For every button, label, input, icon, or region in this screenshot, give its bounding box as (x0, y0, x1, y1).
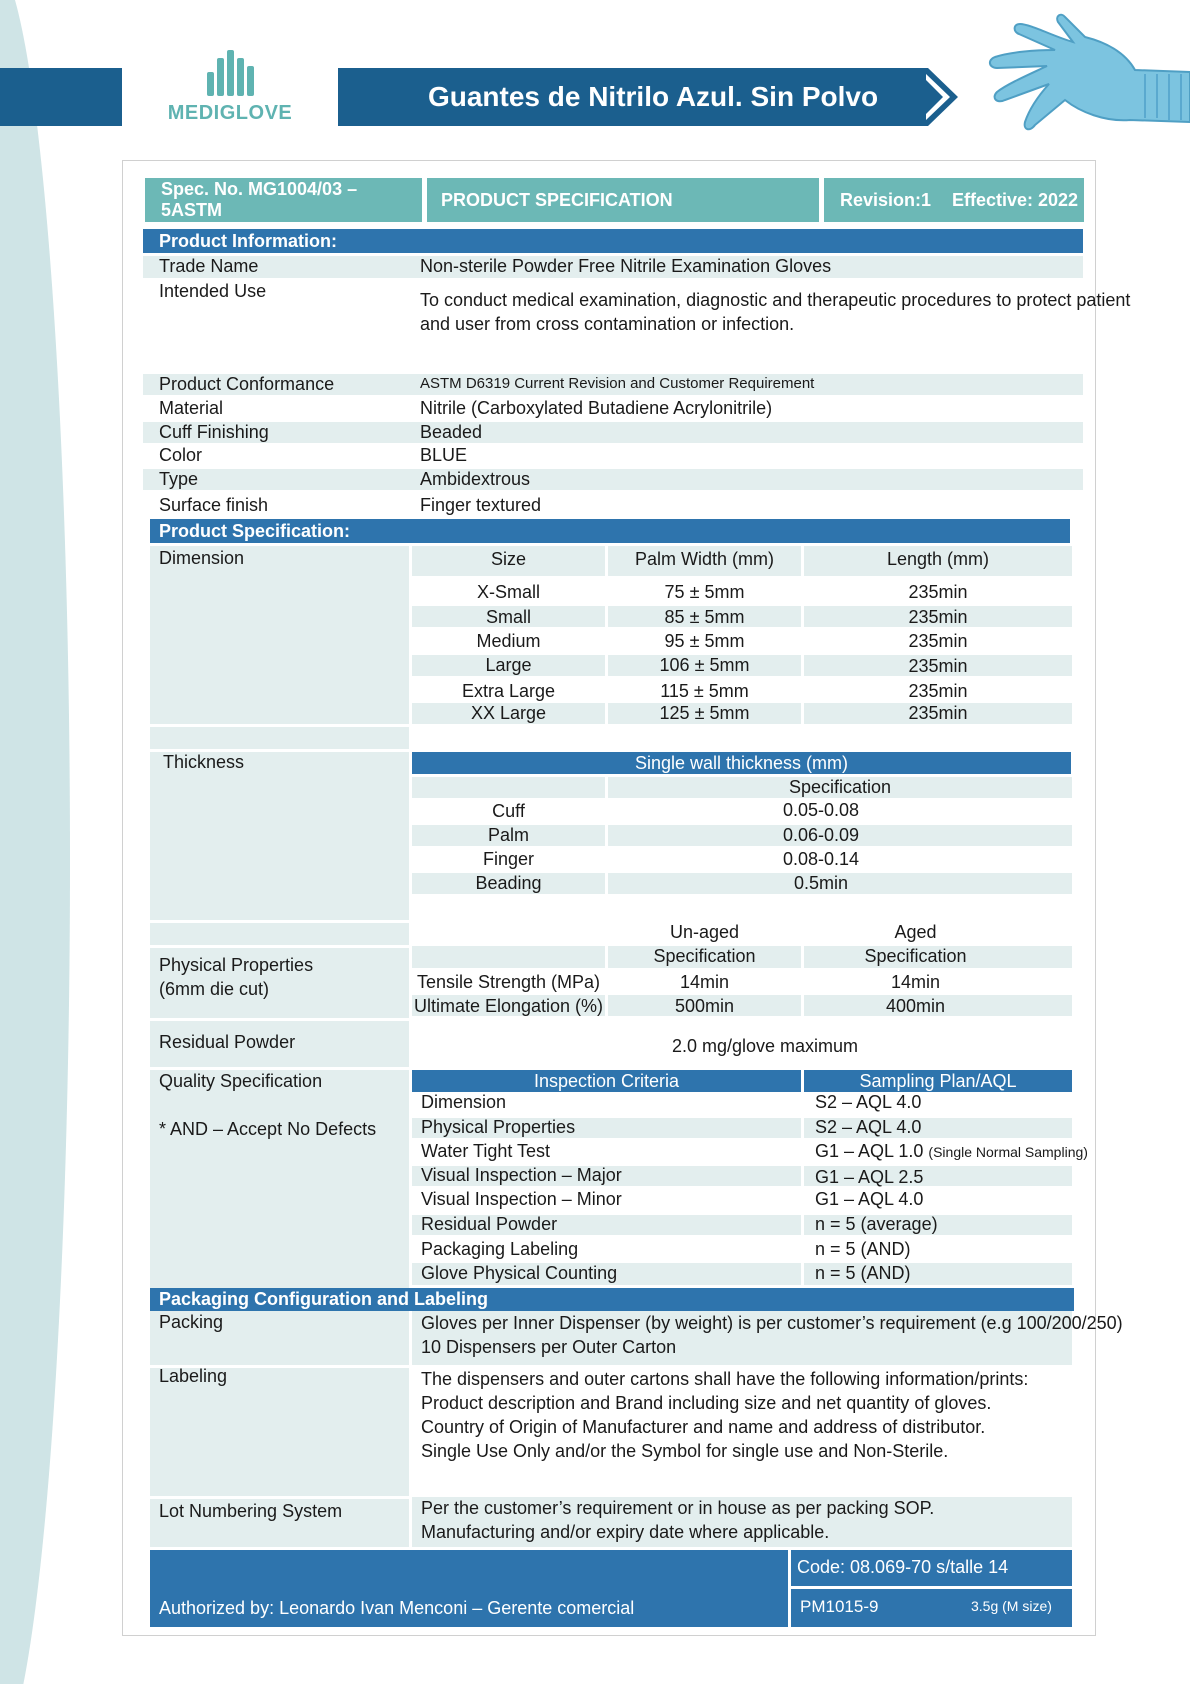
packing-line-1: Gloves per Inner Dispenser (by weight) is per customer’s requirement (e.g 100/200/250) (421, 1313, 1123, 1333)
qc-plan-dimension: S2 – AQL 4.0 (815, 1092, 922, 1112)
length-xx-large: 235min (908, 703, 968, 723)
header-bg (412, 777, 605, 798)
spec-number: Spec. No. MG1004/03 – 5ASTM (145, 178, 422, 222)
palm-large: 106 ± 5mm (659, 655, 750, 675)
header-bg (412, 946, 605, 968)
size-xx-large: XX Large (470, 703, 547, 723)
revision: Revision:1 (840, 189, 932, 210)
labeling-line-3: Country of Origin of Manufacturer and name and address of distributor. (421, 1417, 986, 1437)
thickness-cuff: Cuff (492, 801, 525, 821)
type-label: Type (159, 469, 199, 489)
material-label: Material (159, 398, 224, 418)
physical-aged-header: Aged (894, 922, 937, 942)
quality-header-sampling: Sampling Plan/AQL (804, 1070, 1072, 1092)
qc-criteria-counting: Glove Physical Counting (421, 1263, 618, 1283)
product-conformance-value: ASTM D6319 Current Revision and Customer Requirement (420, 375, 815, 392)
thickness-finger: Finger (482, 849, 535, 869)
length-small: 235min (908, 607, 968, 627)
document-type: PRODUCT SPECIFICATION (427, 178, 819, 222)
lot-numbering-label: Lot Numbering System (159, 1501, 343, 1521)
lot-line-2: Manufacturing and/or expiry date where applicable. (421, 1522, 830, 1542)
product-code: Code: 08.069-70 s/talle 14 (797, 1557, 1009, 1577)
palm-extra-large: 115 ± 5mm (660, 681, 749, 701)
physical-unaged-spec: Specification (653, 946, 756, 966)
intended-use-label: Intended Use (159, 281, 267, 301)
product-conformance-label: Product Conformance (159, 374, 335, 394)
palm-xx-large: 125 ± 5mm (659, 703, 750, 723)
trade-name-value: Non-sterile Powder Free Nitrile Examination Gloves (420, 256, 832, 276)
surface-finish-label: Surface finish (159, 495, 269, 515)
surface-finish-value: Finger textured (420, 495, 542, 515)
physical-unaged-header: Un-aged (669, 922, 740, 942)
decorative-curve (0, 0, 70, 1684)
intended-use-value: To conduct medical examination, diagnostic and therapeutic procedures to protect patient (420, 290, 1131, 310)
elongation-label: Ultimate Elongation (%) (413, 996, 604, 1016)
thickness-label-cell (150, 752, 409, 920)
dimension-header-length: Length (mm) (886, 549, 990, 569)
physical-aged-spec: Specification (864, 946, 967, 966)
labeling-label-cell (150, 1368, 409, 1496)
lot-line-1: Per the customer’s requirement or in house as per packing SOP. (421, 1498, 935, 1518)
material-value: Nitrile (Carboxylated Butadiene Acrylonitrile) (420, 398, 773, 418)
length-large: 235min (908, 656, 968, 676)
elongation-aged: 400min (885, 996, 946, 1016)
thickness-palm: Palm (487, 825, 529, 845)
qc-plan-water-tight-note: (Single Normal Sampling) (928, 1144, 1088, 1160)
header-accent-bar (0, 68, 122, 126)
size-large: Large (485, 655, 532, 675)
qc-criteria-visual-minor: Visual Inspection – Minor (421, 1189, 622, 1209)
qc-plan-water-tight (815, 1141, 1088, 1162)
labeling-line-1: The dispensers and outer cartons shall have the following information/prints: (421, 1369, 1029, 1389)
qc-criteria-residual: Residual Powder (421, 1214, 558, 1234)
color-label: Color (159, 445, 203, 465)
cuff-finishing-value: Beaded (420, 422, 483, 442)
qc-plan-water-tight-aql: G1 – AQL 1.0 (815, 1141, 924, 1161)
qc-plan-packaging: n = 5 (AND) (815, 1239, 911, 1259)
qc-plan-visual-minor: G1 – AQL 4.0 (815, 1189, 924, 1209)
authorized-by: Authorized by: Leonardo Ivan Menconi – Gerente comercial (159, 1598, 635, 1618)
dimension-label-cell (150, 546, 409, 724)
thickness-label: Thickness (163, 752, 245, 772)
tensile-aged: 14min (890, 972, 941, 992)
glove-weight: 3.5g (M size) (971, 1598, 1052, 1614)
color-value: BLUE (420, 445, 468, 465)
thickness-title: Single wall thickness (mm) (412, 752, 1071, 774)
thickness-cuff-value: 0.05-0.08 (782, 800, 860, 820)
spacer-cell (150, 923, 409, 945)
labeling-label: Labeling (159, 1366, 228, 1386)
packaging-heading: Packaging Configuration and Labeling (150, 1288, 1074, 1311)
residual-powder-label: Residual Powder (159, 1032, 296, 1052)
dimension-header-size: Size (490, 549, 526, 569)
thickness-palm-value: 0.06-0.09 (782, 825, 860, 845)
palm-xsmall: 75 ± 5mm (664, 582, 745, 602)
dimension-label: Dimension (159, 548, 245, 568)
qc-criteria-dimension: Dimension (421, 1092, 507, 1112)
length-medium: 235min (908, 631, 968, 651)
type-value: Ambidextrous (420, 469, 531, 489)
row-bg (143, 469, 1083, 490)
thickness-beading: Beading (475, 873, 542, 893)
size-extra-large: Extra Large (461, 681, 556, 701)
physical-properties-sublabel: (6mm die cut) (159, 979, 270, 999)
product-specification-heading: Product Specification: (150, 519, 1070, 543)
qc-plan-residual: n = 5 (average) (815, 1214, 938, 1234)
physical-properties-label: Physical Properties (159, 955, 314, 975)
quality-header-criteria: Inspection Criteria (412, 1070, 801, 1092)
qc-criteria-physical: Physical Properties (421, 1117, 576, 1137)
labeling-line-2: Product description and Brand including size and net quantity of gloves. (421, 1393, 992, 1413)
thickness-spec-header: Specification (788, 777, 892, 797)
qc-plan-physical: S2 – AQL 4.0 (815, 1117, 922, 1137)
residual-powder-value: 2.0 mg/glove maximum (671, 1036, 859, 1056)
packing-line-2: 10 Dispensers per Outer Carton (421, 1337, 677, 1357)
dimension-header-palm: Palm Width (mm) (635, 549, 774, 569)
qc-plan-visual-major: G1 – AQL 2.5 (815, 1167, 924, 1187)
length-xsmall: 235min (908, 582, 968, 602)
labeling-line-4: Single Use Only and/or the Symbol for single use and Non-Sterile. (421, 1441, 949, 1461)
quality-label-cell (150, 1070, 409, 1288)
trade-name-label: Trade Name (159, 256, 259, 276)
length-extra-large: 235min (908, 681, 968, 701)
spacer-cell (150, 727, 409, 749)
intended-use-value-line2: and user from cross contamination or infection. (420, 314, 795, 334)
quality-note: * AND – Accept No Defects (159, 1119, 377, 1139)
thickness-finger-value: 0.08-0.14 (782, 849, 860, 869)
palm-medium: 95 ± 5mm (664, 631, 745, 651)
qc-criteria-visual-major: Visual Inspection – Major (421, 1165, 622, 1185)
brand-logo (155, 50, 305, 130)
tensile-unaged: 14min (679, 972, 730, 992)
size-small: Small (485, 607, 531, 627)
row-bg (143, 422, 1083, 443)
qc-plan-counting: n = 5 (AND) (815, 1263, 911, 1283)
quality-specification-label: Quality Specification (159, 1071, 323, 1091)
blue-glove-icon (985, 12, 1190, 162)
tensile-strength-label: Tensile Strength (MPa) (416, 972, 601, 992)
title-arrow-inner (926, 80, 943, 114)
pm-number: PM1015-9 (800, 1597, 879, 1616)
cuff-finishing-label: Cuff Finishing (159, 422, 269, 442)
packing-label: Packing (159, 1312, 224, 1332)
qc-criteria-water-tight: Water Tight Test (421, 1141, 551, 1161)
size-xsmall: X-Small (476, 582, 540, 602)
effective-date: Effective: 2022 (952, 189, 1079, 210)
qc-criteria-packaging: Packaging Labeling (421, 1239, 579, 1259)
size-medium: Medium (476, 631, 541, 651)
thickness-beading-value: 0.5min (793, 873, 849, 893)
page-title: Guantes de Nitrilo Azul. Sin Polvo (338, 68, 928, 126)
palm-small: 85 ± 5mm (664, 607, 745, 627)
brand-name: MEDIGLOVE (167, 102, 293, 124)
logo-bars-icon (207, 50, 259, 96)
elongation-unaged: 500min (674, 996, 735, 1016)
product-information-heading: Product Information: (143, 229, 1083, 253)
revision-box (824, 178, 1084, 222)
